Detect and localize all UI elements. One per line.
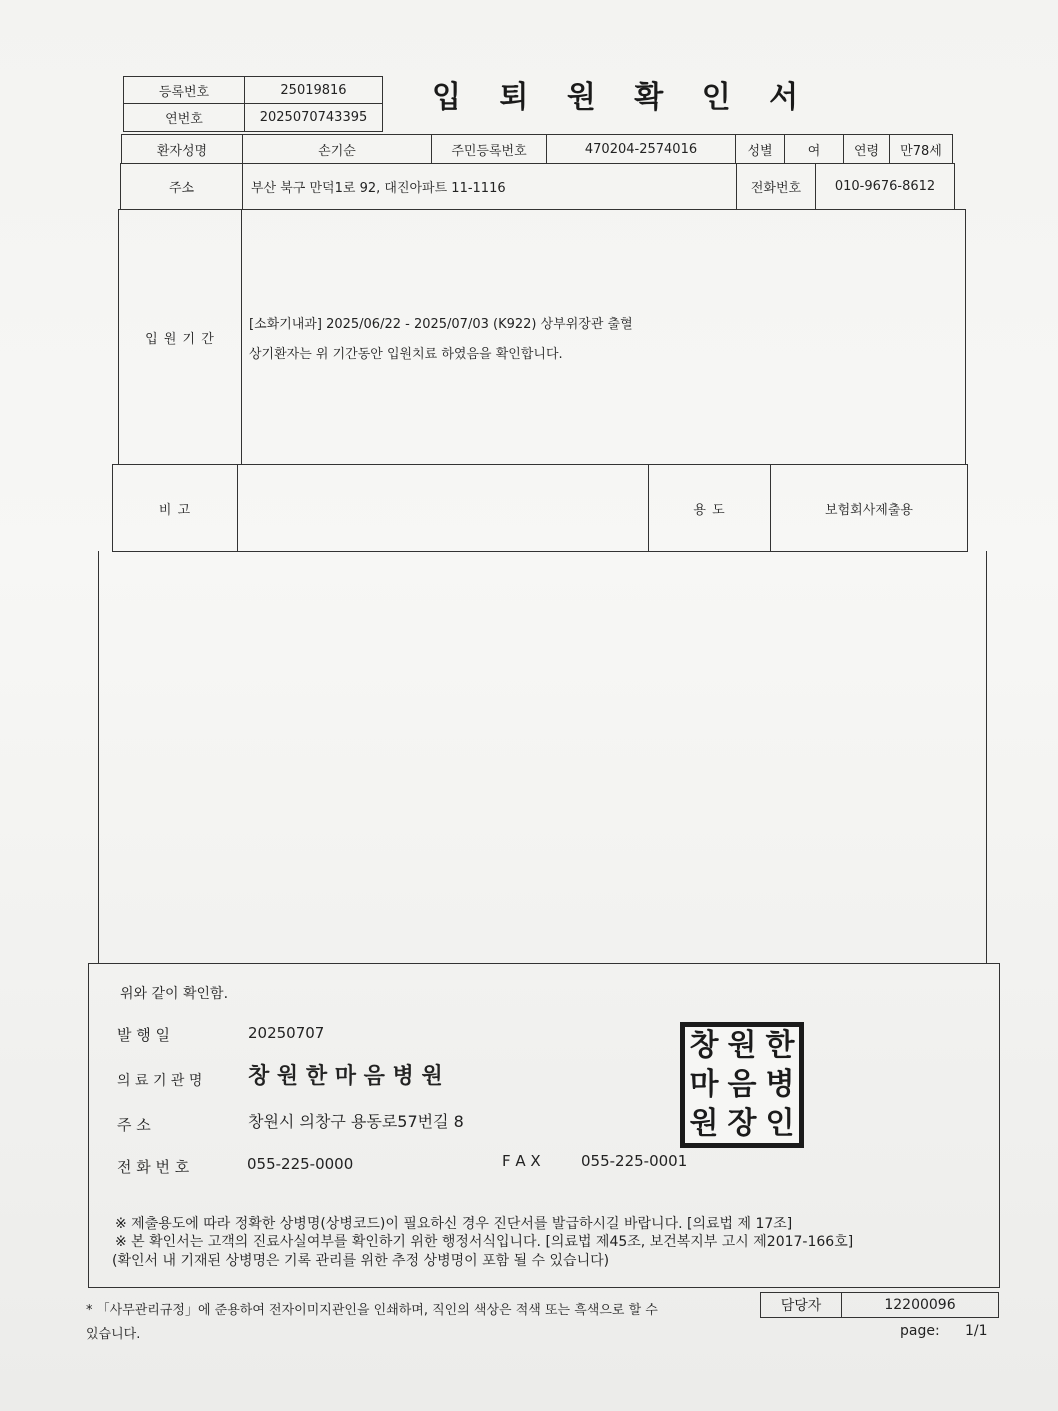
hospital-address-label: 주 소 [117, 1116, 151, 1134]
registration-label: 등록번호 [123, 76, 245, 104]
hospital-name-label: 의 료 기 관 명 [117, 1073, 203, 1089]
seal-char: 마 [689, 1066, 719, 1102]
issue-date-label: 발 행 일 [117, 1026, 171, 1044]
hospital-name: 창 원 한 마 음 병 원 [248, 1064, 443, 1089]
patient-name-label: 환자성명 [121, 134, 243, 164]
sex-label: 성별 [735, 134, 785, 164]
staff-id: 12200096 [841, 1292, 999, 1318]
admission-label: 입 원 기 간 [118, 209, 242, 465]
hospital-fax-label: F A X [502, 1152, 541, 1170]
seal-char: 원 [689, 1105, 719, 1141]
phone-label: 전화번호 [736, 163, 816, 210]
registration-number: 25019816 [244, 76, 383, 104]
seal-char: 창 [689, 1028, 719, 1064]
note-line-3: (확인서 내 기재된 상병명은 기록 관리를 위한 추정 상병명이 포함 될 수 있습니다) [112, 1253, 610, 1269]
serial-number: 2025070743395 [244, 103, 383, 132]
hospital-fax: 055-225-0001 [581, 1152, 688, 1170]
seal-char: 병 [765, 1066, 795, 1102]
age-label: 연령 [843, 134, 890, 164]
hospital-address: 창원시 의창구 용동로57번길 8 [248, 1112, 464, 1131]
issue-date: 20250707 [248, 1024, 325, 1042]
seal-char: 한 [765, 1028, 795, 1064]
footer-note-line-2: 있습니다. [86, 1327, 141, 1342]
seal-char: 인 [765, 1105, 795, 1141]
serial-label: 연번호 [123, 103, 245, 132]
footer-note-line-1: * 「사무관리규정」에 준용하여 전자이미지관인을 인쇄하며, 직인의 색상은 적색 또는 흑색으로 할 수 [86, 1303, 658, 1318]
document-title: 입 퇴 원 확 인 서 [432, 80, 813, 115]
sex-value: 여 [784, 134, 844, 164]
admission-line-1: [소화기내과] 2025/06/22 - 2025/07/03 (K922) 상부위장관 출혈 [249, 317, 633, 332]
patient-name: 손기순 [242, 134, 432, 164]
address-value: 부산 북구 만덕1로 92, 대진아파트 11-1116 [242, 163, 737, 210]
rrn-label: 주민등록번호 [431, 134, 547, 164]
note-line-1: ※ 제출용도에 따라 정확한 상병명(상병코드)이 필요하신 경우 진단서를 발급하시길 바랍니다. [의료법 제 17조] [115, 1216, 793, 1232]
hospital-tel: 055-225-0000 [247, 1155, 354, 1173]
seal-char: 장 [727, 1105, 757, 1141]
admission-line-2: 상기환자는 위 기간동안 입원치료 하였음을 확인합니다. [249, 347, 563, 362]
purpose-value: 보험회사제출용 [770, 464, 968, 552]
blank-area [98, 551, 987, 964]
admission-content [241, 209, 966, 465]
confirm-text: 위와 같이 확인함. [120, 986, 229, 1002]
page-number: 1/1 [965, 1323, 988, 1339]
address-label: 주소 [120, 163, 243, 210]
note-line-2: ※ 본 확인서는 고객의 진료사실여부를 확인하기 위한 행정서식입니다. [의료법 제45조, 보건복지부 고시 제2017-166호] [115, 1234, 854, 1250]
remarks-label: 비 고 [112, 464, 238, 552]
purpose-label: 용 도 [648, 464, 771, 552]
page-label: page: [900, 1323, 940, 1339]
seal-char: 음 [727, 1066, 757, 1102]
hospital-tel-label: 전 화 번 호 [117, 1158, 190, 1176]
phone-value: 010-9676-8612 [815, 163, 955, 210]
rrn-value: 470204-2574016 [546, 134, 736, 164]
staff-label: 담당자 [760, 1292, 842, 1318]
remarks-value [237, 464, 649, 552]
age-value: 만78세 [889, 134, 953, 164]
seal-char: 원 [727, 1028, 757, 1064]
hospital-seal-stamp [680, 1022, 804, 1148]
